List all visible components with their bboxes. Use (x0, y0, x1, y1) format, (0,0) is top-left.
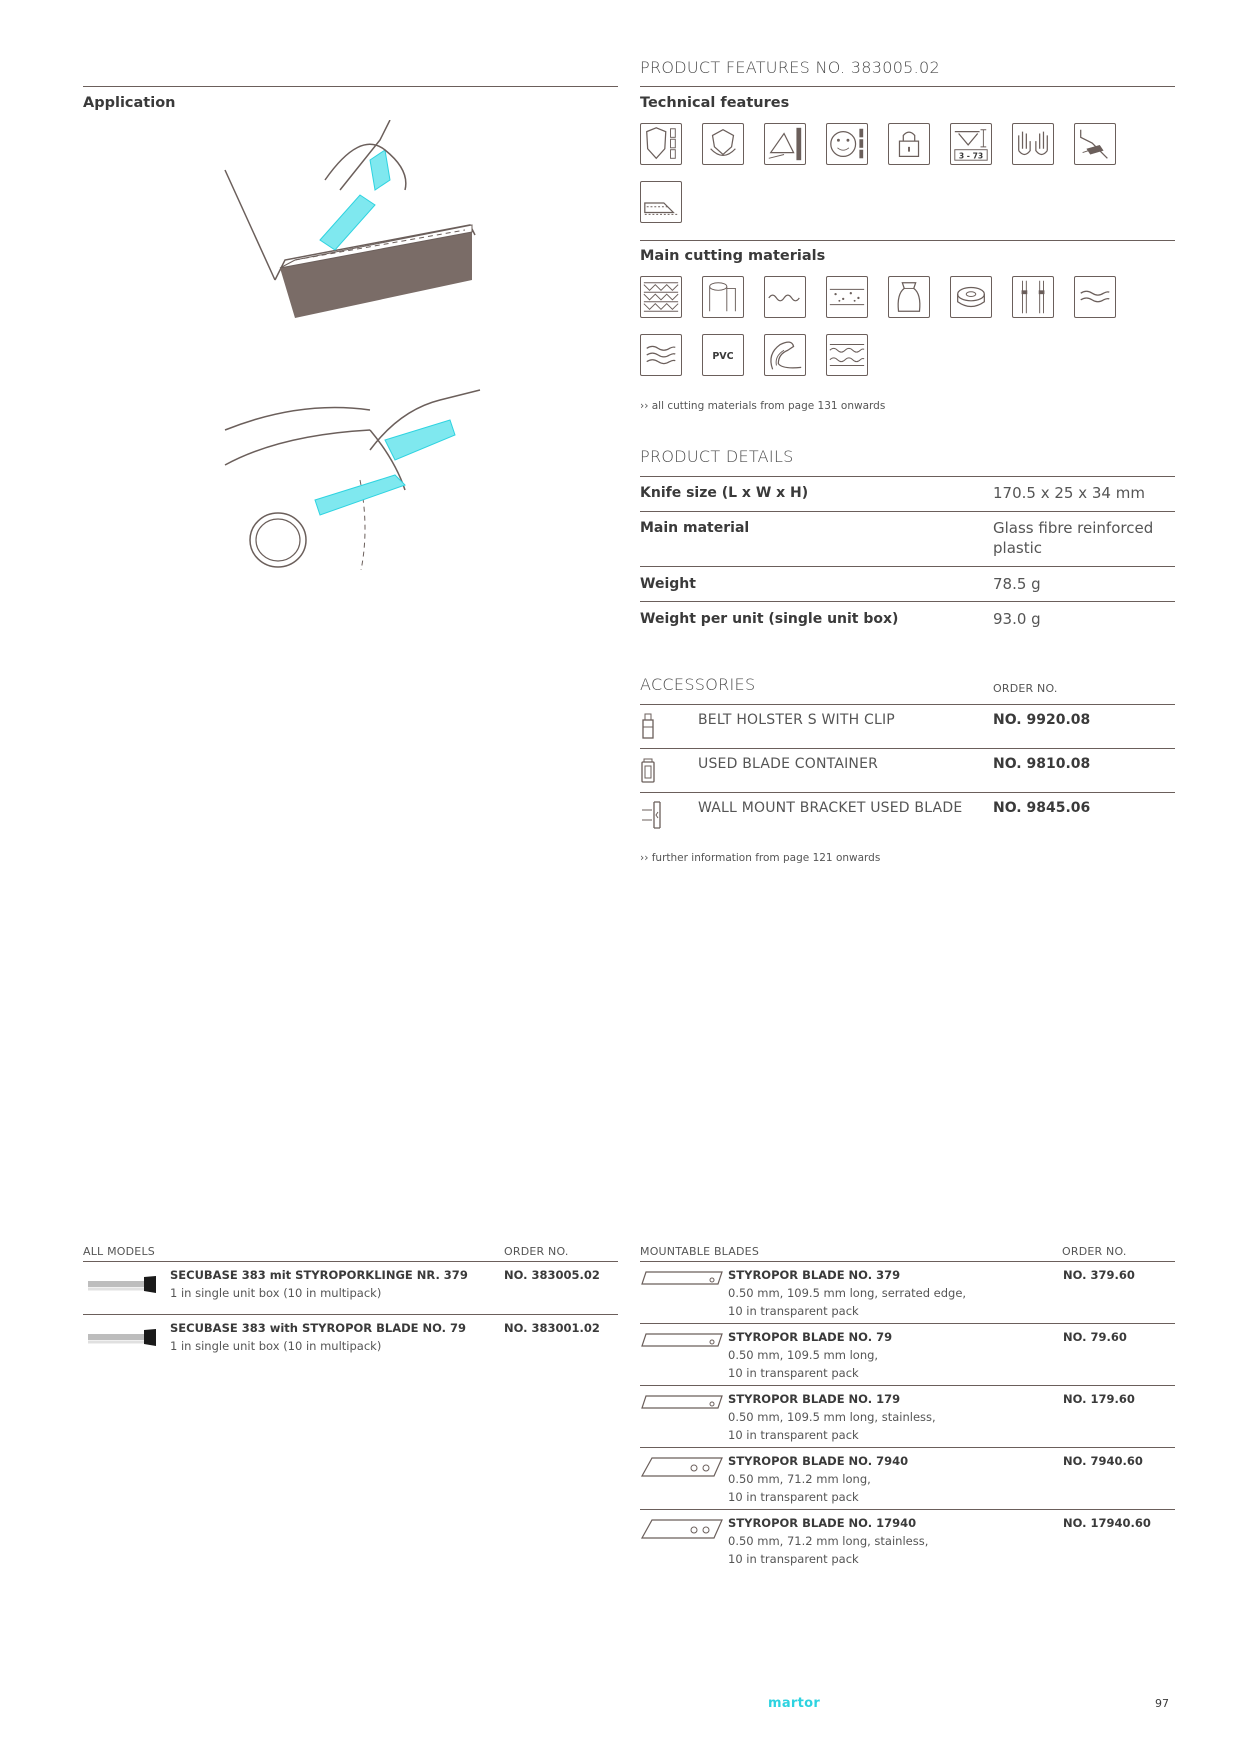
model-desc: 1 in single unit box (10 in multipack) (170, 1339, 382, 1353)
details-rule-1 (640, 511, 1175, 512)
blade-order-no: NO. 79.60 (1063, 1330, 1127, 1344)
paper-roll-icon (702, 276, 744, 318)
blades-rule-4 (640, 1509, 1175, 1510)
blade-pack: 10 in transparent pack (728, 1490, 859, 1504)
long-blade-icon (640, 1270, 724, 1286)
lock-icon (888, 123, 930, 165)
blades-rule-2 (640, 1385, 1175, 1386)
detail-label: Weight (640, 576, 696, 592)
long-blade-icon (640, 1394, 724, 1410)
blade-title: STYROPOR BLADE NO. 79 (728, 1330, 893, 1344)
blade-title: STYROPOR BLADE NO. 179 (728, 1392, 901, 1406)
wave-film-icon (764, 276, 806, 318)
detail-label: Main material (640, 520, 750, 536)
blade-order-no: NO. 17940.60 (1063, 1516, 1151, 1530)
blade-container-icon (640, 756, 656, 784)
detail-value: Glass fibre reinforced plastic (993, 519, 1154, 557)
hand-protection-icon (702, 123, 744, 165)
materials-note: ›› all cutting materials from page 131 onwards (640, 400, 886, 412)
blade-order-no: NO. 379.60 (1063, 1268, 1135, 1282)
foam-icon (826, 276, 868, 318)
blade-desc: 0.50 mm, 71.2 mm long, stainless, (728, 1534, 929, 1548)
leather-icon (764, 334, 806, 376)
blade-pack: 10 in transparent pack (728, 1552, 859, 1566)
technical-heading: Technical features (640, 95, 790, 111)
accessory-order-no: NO. 9810.08 (993, 756, 1091, 772)
blade-title: STYROPOR BLADE NO. 7940 (728, 1454, 909, 1468)
safety-shield-icon (640, 123, 682, 165)
strapping-icon (1012, 276, 1054, 318)
model-desc: 1 in single unit box (10 in multipack) (170, 1286, 382, 1300)
blade-order-no: NO. 7940.60 (1063, 1454, 1143, 1468)
left-top-rule (83, 86, 618, 87)
blade-replace-icon (1074, 123, 1116, 165)
features-title: PRODUCT FEATURES NO. 383005.02 (640, 58, 940, 77)
short-blade-icon (640, 1518, 724, 1540)
models-head: ALL MODELS (83, 1245, 155, 1258)
models-order-head: ORDER NO. (504, 1245, 569, 1258)
application-heading: Application (83, 95, 176, 111)
bag-icon (888, 276, 930, 318)
accessories-rule-0 (640, 704, 1175, 705)
blade-desc: 0.50 mm, 109.5 mm long, serrated edge, (728, 1286, 967, 1300)
blade-pack: 10 in transparent pack (728, 1428, 859, 1442)
accessory-name: WALL MOUNT BRACKET USED BLADE (698, 800, 963, 816)
foil-icon (640, 334, 682, 376)
application-illustration-roll (220, 380, 490, 570)
wall-bracket-icon (640, 800, 664, 830)
details-rule-3 (640, 601, 1175, 602)
accessories-title: ACCESSORIES (640, 675, 756, 694)
cutting-angle-icon (640, 181, 682, 223)
blade-order-no: NO. 179.60 (1063, 1392, 1135, 1406)
features-rule (640, 86, 1175, 87)
blade-desc: 0.50 mm, 109.5 mm long, (728, 1348, 879, 1362)
accessory-name: USED BLADE CONTAINER (698, 756, 879, 772)
materials-heading: Main cutting materials (640, 248, 826, 264)
short-blade-icon (640, 1456, 724, 1478)
details-rule-0 (640, 476, 1175, 477)
detail-label: Weight per unit (single unit box) (640, 611, 899, 627)
pvc-label: PVC (712, 350, 734, 362)
accessory-order-no: NO. 9845.06 (993, 800, 1091, 816)
details-rule-2 (640, 566, 1175, 567)
blades-rule-1 (640, 1323, 1175, 1324)
knife-thumbnail-icon (86, 1326, 158, 1348)
detail-value: 78.5 g (993, 575, 1041, 593)
model-order-no: NO. 383005.02 (504, 1268, 600, 1282)
blades-rule-3 (640, 1447, 1175, 1448)
accessory-order-no: NO. 9920.08 (993, 712, 1091, 728)
blade-title: STYROPOR BLADE NO. 379 (728, 1268, 901, 1282)
blade-change-icon (764, 123, 806, 165)
accessories-order-head: ORDER NO. (993, 682, 1058, 695)
long-blade-icon (640, 1332, 724, 1348)
application-illustration-box (210, 120, 490, 330)
model-title: SECUBASE 383 mit STYROPORKLINGE NR. 379 (170, 1268, 468, 1282)
detail-value: 93.0 g (993, 610, 1041, 628)
details-title: PRODUCT DETAILS (640, 447, 794, 466)
models-rule-1 (83, 1314, 618, 1315)
blades-head: MOUNTABLE BLADES (640, 1245, 759, 1258)
film-icon (1074, 276, 1116, 318)
accessories-note: ›› further information from page 121 onwards (640, 852, 881, 864)
cutting-depth-icon (950, 123, 992, 165)
pvc-icon (702, 334, 744, 376)
materials-rule (640, 240, 1175, 241)
blade-desc: 0.50 mm, 109.5 mm long, stainless, (728, 1410, 936, 1424)
model-order-no: NO. 383001.02 (504, 1321, 600, 1335)
blade-title: STYROPOR BLADE NO. 17940 (728, 1516, 917, 1530)
detail-label: Knife size (L x W x H) (640, 485, 809, 501)
smiley-ergonomics-icon (826, 123, 868, 165)
corrugated-cardboard-icon (640, 276, 682, 318)
model-title: SECUBASE 383 with STYROPOR BLADE NO. 79 (170, 1321, 467, 1335)
tape-icon (950, 276, 992, 318)
knife-thumbnail-icon (86, 1273, 158, 1295)
depth-label: 3 - 73 (958, 151, 984, 161)
blades-rule-0 (640, 1261, 1175, 1262)
accessory-name: BELT HOLSTER S WITH CLIP (698, 712, 895, 728)
blade-pack: 10 in transparent pack (728, 1304, 859, 1318)
accessories-rule-1 (640, 748, 1175, 749)
holster-icon (640, 712, 656, 740)
page-number: 97 (1155, 1697, 1169, 1710)
left-right-hand-icon (1012, 123, 1054, 165)
models-rule-0 (83, 1261, 618, 1262)
accessories-rule-2 (640, 792, 1175, 793)
brand-logo: martor (768, 1696, 821, 1711)
blade-desc: 0.50 mm, 71.2 mm long, (728, 1472, 871, 1486)
blade-pack: 10 in transparent pack (728, 1366, 859, 1380)
detail-value: 170.5 x 25 x 34 mm (993, 484, 1145, 502)
blades-order-head: ORDER NO. (1062, 1245, 1127, 1258)
insulation-icon (826, 334, 868, 376)
